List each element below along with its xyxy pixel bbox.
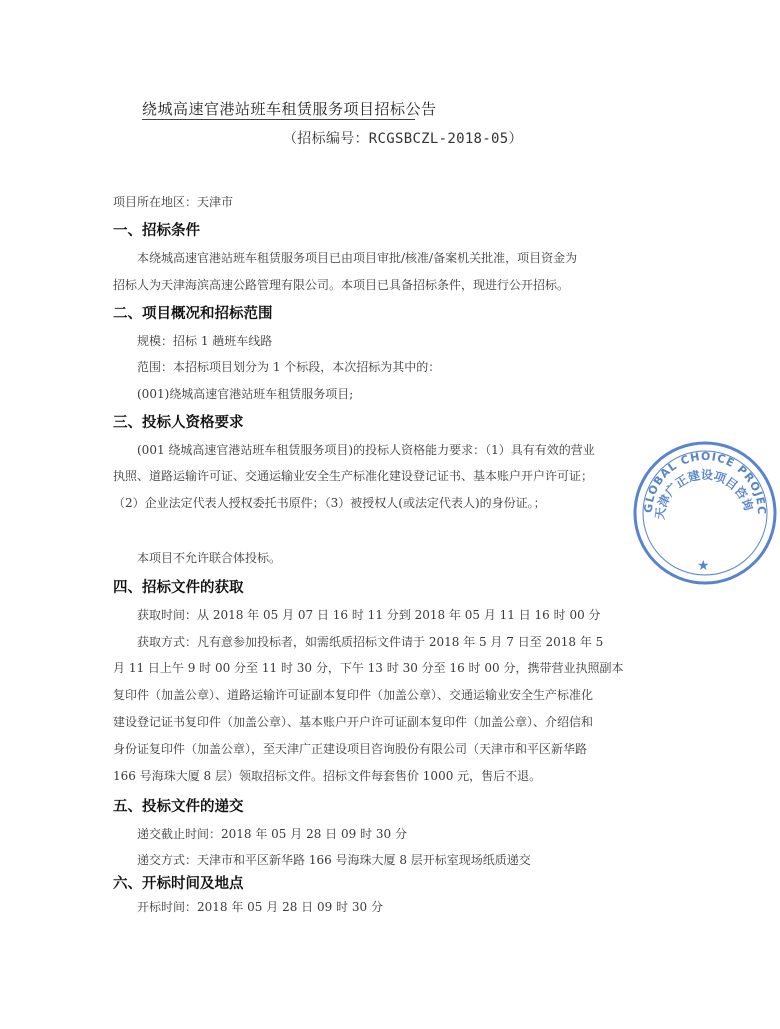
document-title: 绕城高速官港站班车租赁服务项目招标公告 xyxy=(142,100,437,118)
company-seal-stamp xyxy=(630,438,780,588)
section-4-line: 月 11 日上午 9 时 00 分至 11 时 30 分，下午 13 时 30 分至 16 时 00 分，携带营业执照副本 xyxy=(113,661,624,675)
section-2-line: (001)绕城高速官港站班车租赁服务项目; xyxy=(137,387,354,401)
section-3-line: (001 绕城高速官港站班车租赁服务项目)的投标人资格能力要求：（1）具有有效的营业 xyxy=(137,443,595,457)
section-1-heading: 一、招标条件 xyxy=(113,222,200,239)
section-3-line: 执照、道路运输许可证、交通运输业安全生产标准化建设登记证书、基本账户开户许可证； xyxy=(113,469,594,483)
section-4-line: 身份证复印件（加盖公章），至天津广正建设项目咨询股份有限公司（天津市和平区新华路 xyxy=(113,742,588,756)
stamp-star: ★ xyxy=(697,558,710,574)
section-2-line: 范围：本招标项目划分为 1 个标段，本次招标为其中的： xyxy=(137,360,441,374)
section-2-line: 规模：招标 1 趟班车线路 xyxy=(137,334,273,348)
section-1-line: 本绕城高速官港站班车租赁服务项目已由项目审批/核准/备案机关批准，项目资金为 xyxy=(137,251,578,265)
section-6-heading: 六、开标时间及地点 xyxy=(113,875,244,892)
section-4-line: 建设登记证书复印件（加盖公章）、基本账户开户许可证副本复印件（加盖公章）、介绍信和 xyxy=(113,715,594,729)
section-4-line: 获取时间：从 2018 年 05 月 07 日 16 时 11 分到 2018 年 05 月 11 日 16 时 00 分 xyxy=(137,608,601,622)
section-5-heading: 五、投标文件的递交 xyxy=(113,798,244,815)
section-5-line: 递交截止时间：2018 年 05 月 28 日 09 时 30 分 xyxy=(137,827,407,841)
section-6-line: 开标时间：2018 年 05 月 28 日 09 时 30 分 xyxy=(137,900,383,914)
stamp-inner-text: 天津广正建设项目咨询 xyxy=(652,467,756,521)
section-4-line: 获取方式：凡有意参加投标者，如需纸质招标文件请于 2018 年 5 月 7 日至 2018 年 5 xyxy=(137,635,604,649)
stamp-outer-text: GLOBAL CHOICE PROJEC xyxy=(641,449,769,516)
section-3-line: （2）企业法定代表人授权委托书原件；（3）被授权人(或法定代表人)的身份证。； xyxy=(113,496,546,510)
section-4-heading: 四、招标文件的获取 xyxy=(113,579,244,596)
section-2-heading: 二、项目概况和招标范围 xyxy=(113,305,273,322)
title-underline xyxy=(142,119,415,120)
section-3-heading: 三、投标人资格要求 xyxy=(113,414,244,431)
project-location: 项目所在地区：天津市 xyxy=(113,195,234,209)
tender-number: （招标编号：RCGSBCZL-2018-05） xyxy=(283,131,523,147)
section-4-line: 复印件（加盖公章）、道路运输许可证副本复印件（加盖公章）、交通运输业安全生产标准化 xyxy=(113,688,594,702)
section-3-line: 本项目不允许联合体投标。 xyxy=(137,551,282,565)
section-4-line: 166 号海珠大厦 8 层）领取招标文件。招标文件每套售价 1000 元，售后不退。 xyxy=(113,769,542,783)
section-1-line: 招标人为天津海滨高速公路管理有限公司。本项目已具备招标条件，现进行公开招标。 xyxy=(113,278,570,292)
section-5-line: 递交方式：天津市和平区新华路 166 号海珠大厦 8 层开标室现场纸质递交 xyxy=(137,853,531,867)
